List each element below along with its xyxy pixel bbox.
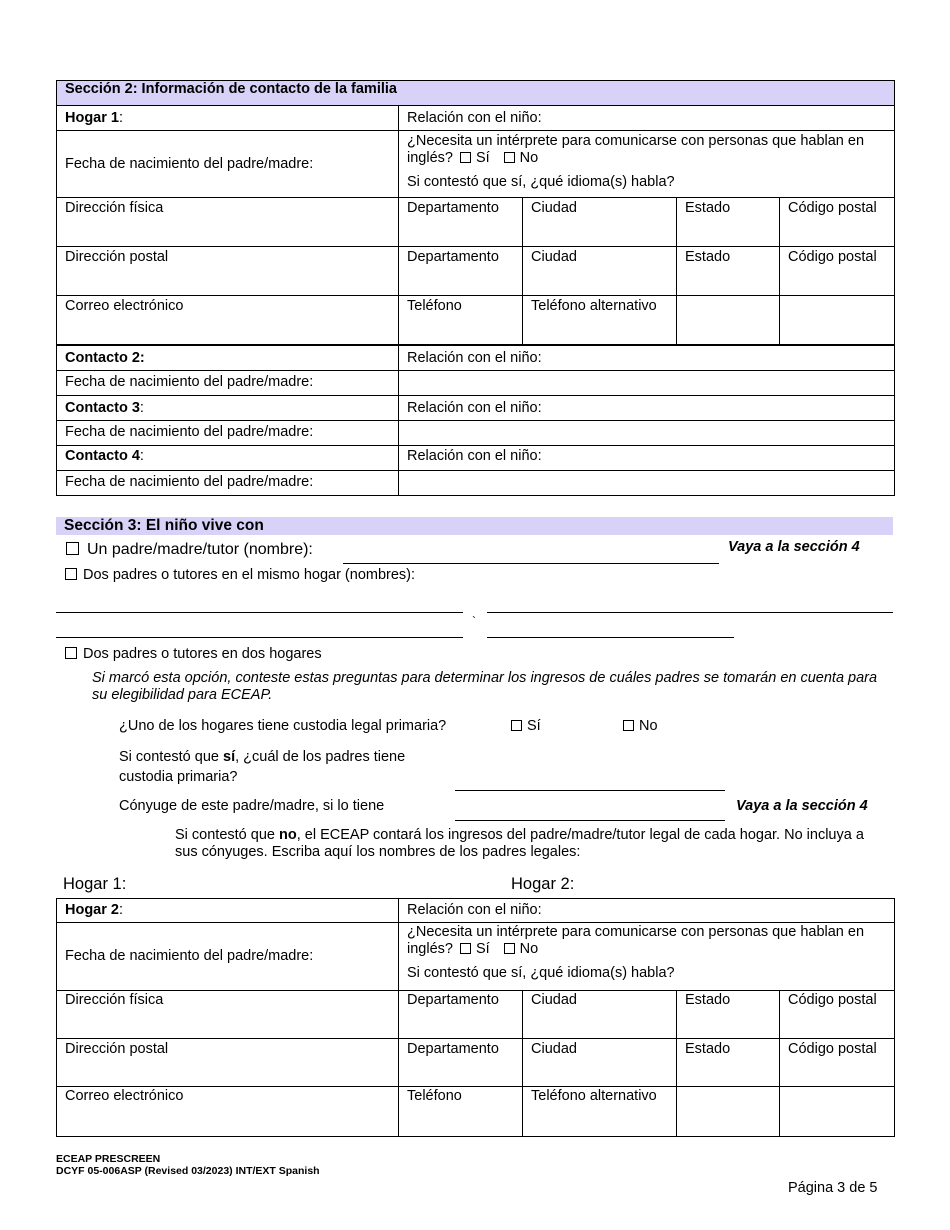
- opt3-label: Dos padres o tutores en dos hogares: [83, 646, 322, 662]
- contacto3-relacion-field[interactable]: [399, 396, 895, 421]
- hogar1-si-checkbox[interactable]: [460, 152, 471, 163]
- hogar1-telefono-alt[interactable]: Teléfono alternativo: [523, 296, 677, 345]
- conyuge-line[interactable]: [455, 820, 725, 821]
- cual-post: , ¿cuál de los padres tiene custodia primaria?: [119, 749, 406, 785]
- hogar2-si-label: Sí: [475, 941, 490, 957]
- hogar2-colon: :: [119, 902, 124, 918]
- contacto3-label-cell: [57, 396, 399, 421]
- hogar2-label-cell: [57, 899, 399, 923]
- contacto4-relacion-field[interactable]: [399, 446, 895, 471]
- hogar1-fecha-label: Fecha de nacimiento del padre/madre:: [65, 155, 314, 172]
- hogar1-no-label: No: [519, 150, 539, 166]
- hogar1-df-departamento[interactable]: Departamento: [399, 198, 523, 247]
- hogar1-df-codigo-postal[interactable]: Código postal: [780, 198, 895, 247]
- contacto3-fecha-field[interactable]: [399, 421, 895, 446]
- opt2-name-line-3[interactable]: [56, 637, 463, 638]
- contacto3-colon: :: [139, 400, 144, 416]
- opt3-row: [58, 646, 322, 662]
- hogar1-relacion-field[interactable]: [399, 106, 895, 131]
- hogar1-empty-cell-1: [677, 296, 780, 345]
- hogar2-df-departamento[interactable]: Departamento: [399, 991, 523, 1039]
- cual-padre-line[interactable]: [455, 790, 725, 791]
- hogar2-empty-cell-2: [780, 1087, 895, 1137]
- hogar1-relacion-label: Relación con el niño:: [407, 110, 542, 126]
- hogar1-interprete-question: ¿Necesita un intérprete para comunicarse con personas que hablan en inglés?: [407, 133, 865, 166]
- hogar2-telefono[interactable]: Teléfono: [399, 1087, 523, 1137]
- hogar1-df-estado[interactable]: Estado: [677, 198, 780, 247]
- contacto4-relacion-label: Relación con el niño:: [407, 448, 542, 464]
- hogar2-no-checkbox[interactable]: [504, 943, 515, 954]
- custodia-si-label: Sí: [527, 718, 541, 734]
- opt1-label: Un padre/madre/tutor (nombre):: [87, 541, 313, 558]
- contacto4-label: Contacto 4: [65, 448, 140, 464]
- padres-hogar1-label: Hogar 1:: [63, 875, 127, 893]
- hogar1-colon: :: [119, 110, 124, 126]
- contacto2-relacion-label: Relación con el niño:: [407, 350, 542, 366]
- hogar2-table: [56, 898, 895, 1137]
- opt3-checkbox[interactable]: [65, 647, 77, 659]
- hogar1-interprete-cell: [399, 131, 895, 198]
- hogar1-dp-departamento[interactable]: Departamento: [399, 247, 523, 296]
- page-number: Página 3 de 5: [788, 1180, 878, 1196]
- contacto4-fecha-field[interactable]: [399, 471, 895, 496]
- custodia-question: ¿Uno de los hogares tiene custodia legal primaria?: [119, 718, 447, 734]
- cual-pre: Si contestó que: [119, 749, 223, 765]
- hogar2-empty-cell-1: [677, 1087, 780, 1137]
- hogar2-dp-estado[interactable]: Estado: [677, 1039, 780, 1087]
- contacto3-label: Contacto 3: [65, 400, 140, 416]
- opt2-separator: `: [472, 614, 476, 628]
- opt1-checkbox[interactable]: [66, 542, 79, 555]
- custodia-si-row: [504, 718, 541, 734]
- hogar1-dp-codigo-postal[interactable]: Código postal: [780, 247, 895, 296]
- hogar1-direccion-postal[interactable]: Dirección postal: [57, 247, 399, 296]
- opt2-name-line-2[interactable]: [487, 612, 893, 613]
- hogar1-dp-ciudad[interactable]: Ciudad: [523, 247, 677, 296]
- contacto2-label: Contacto 2:: [57, 346, 399, 371]
- hogar1-direccion-fisica[interactable]: Dirección física: [57, 198, 399, 247]
- hogar2-dp-ciudad[interactable]: Ciudad: [523, 1039, 677, 1087]
- contacto2-fecha-label: Fecha de nacimiento del padre/madre:: [57, 371, 399, 396]
- hogar1-idioma-question: Si contestó que sí, ¿qué idioma(s) habla?: [407, 174, 675, 190]
- footer-line2: DCYF 05-006ASP (Revised 03/2023) INT/EXT Spanish: [56, 1165, 320, 1177]
- no-post: , el ECEAP contará los ingresos del padre/madre/tutor legal de cada hogar. No incluya a sus cónyuges. Escriba aquí los nombres de los padres legales:: [175, 827, 864, 860]
- hogar1-table: [56, 80, 895, 345]
- hogar2-interprete-question: ¿Necesita un intérprete para comunicarse con personas que hablan en inglés?: [407, 924, 865, 957]
- contacto3-fecha-label: Fecha de nacimiento del padre/madre:: [57, 421, 399, 446]
- no-custodia-text: [175, 827, 875, 861]
- hogar2-dp-codigo-postal[interactable]: Código postal: [780, 1039, 895, 1087]
- hogar1-label-cell: [57, 106, 399, 131]
- custodia-si-checkbox[interactable]: [511, 720, 522, 731]
- contacto4-label-cell: [57, 446, 399, 471]
- section2-title: Sección 2: Información de contacto de la familia: [57, 81, 895, 106]
- hogar1-no-checkbox[interactable]: [504, 152, 515, 163]
- contacto2-fecha-field[interactable]: [399, 371, 895, 396]
- hogar2-si-checkbox[interactable]: [460, 943, 471, 954]
- hogar1-telefono[interactable]: Teléfono: [399, 296, 523, 345]
- hogar2-df-ciudad[interactable]: Ciudad: [523, 991, 677, 1039]
- custodia-no-checkbox[interactable]: [623, 720, 634, 731]
- opt1-goto: Vaya a la sección 4: [728, 539, 860, 555]
- footer-line1: ECEAP PRESCREEN: [56, 1153, 161, 1165]
- hogar1-fecha-field[interactable]: [57, 131, 399, 198]
- cual-bold: sí: [223, 749, 236, 765]
- hogar2-correo[interactable]: Correo electrónico: [57, 1087, 399, 1137]
- hogar2-df-codigo-postal[interactable]: Código postal: [780, 991, 895, 1039]
- opt1-name-line[interactable]: [343, 563, 719, 564]
- hogar1-df-ciudad[interactable]: Ciudad: [523, 198, 677, 247]
- footer-form-id: [56, 1153, 320, 1177]
- hogar1-label: Hogar 1: [65, 110, 119, 126]
- conyuge-goto: Vaya a la sección 4: [736, 798, 868, 814]
- hogar2-idioma-question: Si contestó que sí, ¿qué idioma(s) habla?: [407, 965, 675, 981]
- hogar2-relacion-field[interactable]: [399, 899, 895, 923]
- custodia-no-label: No: [639, 718, 658, 734]
- hogar2-direccion-fisica[interactable]: Dirección física: [57, 991, 399, 1039]
- hogar2-interprete-cell: [399, 923, 895, 991]
- contacto2-relacion-field[interactable]: [399, 346, 895, 371]
- hogar2-no-label: No: [519, 941, 539, 957]
- opt2-label: Dos padres o tutores en el mismo hogar (nombres):: [83, 567, 416, 583]
- hogar1-dp-estado[interactable]: Estado: [677, 247, 780, 296]
- hogar2-telefono-alt[interactable]: Teléfono alternativo: [523, 1087, 677, 1137]
- no-bold: no: [279, 827, 297, 843]
- hogar1-si-label: Sí: [475, 150, 490, 166]
- opt2-row: [58, 567, 415, 583]
- opt2-name-line-4[interactable]: [487, 637, 734, 638]
- hogar2-relacion-label: Relación con el niño:: [407, 902, 542, 918]
- hogar2-label: Hogar 2: [65, 902, 119, 918]
- custodia-no-row: [616, 718, 658, 734]
- no-pre: Si contestó que: [175, 827, 279, 843]
- opt3-instruction: Si marcó esta opción, conteste estas preguntas para determinar los ingresos de cuáles padres se tomarán en cuenta para su elegibilidad para ECEAP.: [92, 670, 878, 703]
- opt2-checkbox[interactable]: [65, 568, 77, 580]
- hogar1-empty-cell-2: [780, 296, 895, 345]
- opt2-name-line-1[interactable]: [56, 612, 463, 613]
- opt1-row: [60, 541, 313, 559]
- padres-hogar2-label: Hogar 2:: [511, 875, 575, 893]
- contactos-table: [56, 345, 895, 496]
- contacto3-relacion-label: Relación con el niño:: [407, 400, 542, 416]
- hogar2-fecha-label: Fecha de nacimiento del padre/madre:: [65, 948, 314, 964]
- cual-padre-question: [119, 747, 449, 787]
- hogar2-fecha-field[interactable]: [57, 923, 399, 991]
- hogar2-direccion-postal[interactable]: Dirección postal: [57, 1039, 399, 1087]
- contacto4-fecha-label: Fecha de nacimiento del padre/madre:: [57, 471, 399, 496]
- contacto4-colon: :: [139, 448, 144, 464]
- hogar2-df-estado[interactable]: Estado: [677, 991, 780, 1039]
- section3-title: Sección 3: El niño vive con: [56, 517, 893, 535]
- conyuge-label: Cónyuge de este padre/madre, si lo tiene: [119, 798, 385, 814]
- hogar2-dp-departamento[interactable]: Departamento: [399, 1039, 523, 1087]
- hogar1-correo[interactable]: Correo electrónico: [57, 296, 399, 345]
